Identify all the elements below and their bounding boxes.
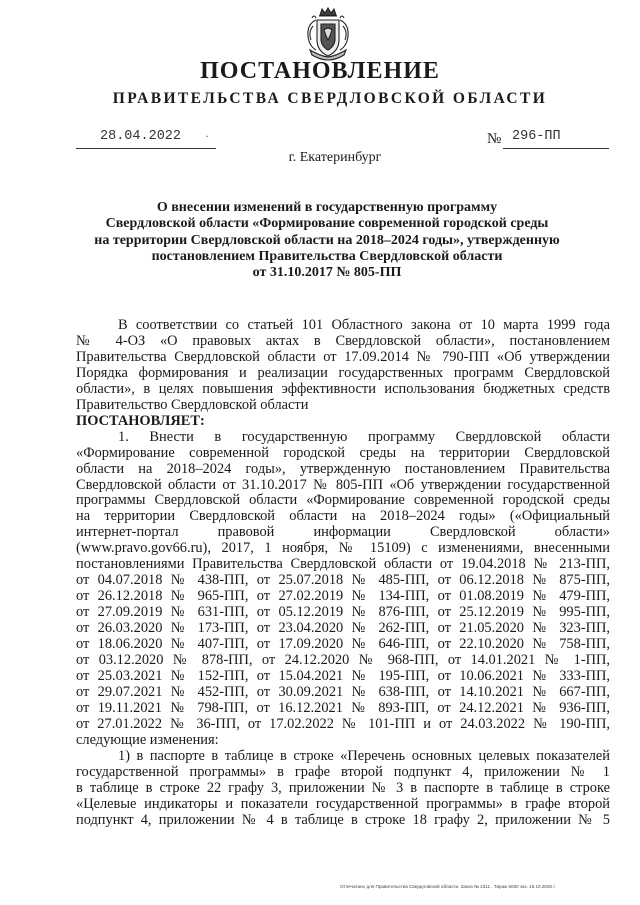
body-line: от 25.03.2021 № 152-ПП, от 15.04.2021 № 195-ПП, от 10.06.2021 № 333-ПП, bbox=[76, 667, 610, 684]
body-line: от 18.06.2020 № 407-ПП, от 17.09.2020 № 646-ПП, от 22.10.2020 № 758-ПП, bbox=[76, 636, 610, 653]
number-sign: № bbox=[487, 131, 502, 147]
date-underline bbox=[76, 148, 216, 149]
document-heading bbox=[60, 200, 594, 281]
heading-line: на территории Свердловской области на 2018–2024 годы», утвержденную bbox=[94, 232, 560, 248]
body-line: в таблице в строке 22 графу 3, приложении № 3 в паспорте в таблице в строке bbox=[76, 779, 610, 796]
body-line: постановлениями Правительства Свердловской области от 19.04.2018 № 213-ПП, bbox=[76, 556, 610, 573]
body-line: 1) в паспорте в таблице в строке «Перечень основных целевых показателей bbox=[118, 747, 610, 764]
body-line: государственной программы» в графе второй подпункт 4, приложении № 1 bbox=[76, 763, 610, 780]
document-body bbox=[76, 318, 610, 829]
body-line: Правительство Свердловской области bbox=[76, 396, 309, 413]
document-date: 28.04.2022 bbox=[100, 129, 182, 144]
body-line: на территории Свердловской области на 2018–2024 годы» («Официальный bbox=[76, 508, 610, 525]
heading-line: Свердловской области «Формирование современной городской среды bbox=[105, 216, 549, 232]
body-line: от 29.07.2021 № 452-ПП, от 30.09.2021 № 638-ПП, от 14.10.2021 № 667-ПП, bbox=[76, 683, 610, 700]
heading-line: постановлением Правительства Свердловской области bbox=[151, 248, 503, 264]
body-line: 1. Внести в государственную программу Свердловской области bbox=[118, 428, 610, 445]
body-line: следующие изменения: bbox=[76, 731, 219, 748]
body-line: «Целевые индикаторы и показатели государственной программы» в графе второй bbox=[76, 795, 610, 812]
date-mark: · bbox=[205, 129, 209, 143]
body-line: от 03.12.2020 № 878-ПП, от 24.12.2020 № 968-ПП, от 14.01.2021 № 1-ПП, bbox=[76, 652, 610, 669]
body-line: В соответствии со статьей 101 Областного закона от 10 марта 1999 года bbox=[118, 317, 610, 333]
number-underline bbox=[503, 148, 609, 149]
document-subtitle: ПРАВИТЕЛЬСТВА СВЕРДЛОВСКОЙ ОБЛАСТИ bbox=[112, 90, 548, 107]
body-line: от 27.09.2019 № 631-ПП, от 05.12.2019 № 876-ПП, от 25.12.2019 № 995-ПП, bbox=[76, 604, 610, 621]
body-line: программы Свердловской области «Формирование современной городской среды bbox=[76, 492, 610, 509]
body-line: Порядка формирования и реализации государственных программ Свердловской bbox=[76, 364, 610, 381]
resolves-heading: ПОСТАНОВЛЯЕТ: bbox=[76, 412, 205, 429]
body-line: от 26.03.2020 № 173-ПП, от 23.04.2020 № 262-ПП, от 21.05.2020 № 323-ПП, bbox=[76, 620, 610, 637]
body-line: Свердловской области от 31.10.2017 № 805-ПП «Об утверждении государственной bbox=[76, 476, 610, 493]
body-line: Правительства Свердловской области от 17.09.2014 № 790-ПП «Об утверждении bbox=[76, 348, 610, 365]
body-line: подпункт 4, приложении № 4 в таблице в строке 18 графу 2, приложении № 5 bbox=[76, 811, 610, 828]
body-line: интернет-портал правовой информации Свердловской области» bbox=[76, 524, 610, 541]
body-line: № 4-ОЗ «О правовых актах в Свердловской области», постановлением bbox=[76, 332, 610, 349]
document-number: 296-ПП bbox=[512, 129, 561, 144]
document-city: г. Екатеринбург bbox=[288, 150, 382, 165]
heading-line: О внесении изменений в государственную программу bbox=[156, 200, 498, 215]
document-title: ПОСТАНОВЛЕНИЕ bbox=[200, 58, 440, 84]
body-line: «Формирование современной городской среды на территории Свердловской bbox=[76, 444, 610, 461]
body-line: от 04.07.2018 № 438-ПП, от 25.07.2018 № 485-ПП, от 06.12.2018 № 875-ПП, bbox=[76, 572, 610, 589]
heading-line: от 31.10.2017 № 805-ПП bbox=[252, 265, 402, 281]
body-line: от 19.11.2021 № 798-ПП, от 16.12.2021 № 893-ПП, от 24.12.2021 № 936-ПП, bbox=[76, 699, 610, 716]
body-line: (www.pravo.gov66.ru), 2017, 1 ноября, № 15109) с изменениями, внесенными bbox=[76, 540, 610, 557]
print-footer: Отпечатано для Правительства Свердловской области. Заказ № 4311 . Тираж 5000 экз. 16.10.2020 г. bbox=[340, 884, 556, 889]
body-line: области», в целях повышения эффективности использования бюджетных средств bbox=[76, 380, 610, 397]
body-line: области на 2018–2024 годы», утвержденную постановлением Правительства bbox=[76, 460, 610, 477]
coat-of-arms-emblem bbox=[302, 6, 354, 62]
body-line: от 26.12.2018 № 965-ПП, от 27.02.2019 № 134-ПП, от 01.08.2019 № 479-ПП, bbox=[76, 588, 610, 605]
body-line: от 27.01.2022 № 36-ПП, от 17.02.2022 № 101-ПП и от 24.03.2022 № 190-ПП, bbox=[76, 715, 610, 732]
